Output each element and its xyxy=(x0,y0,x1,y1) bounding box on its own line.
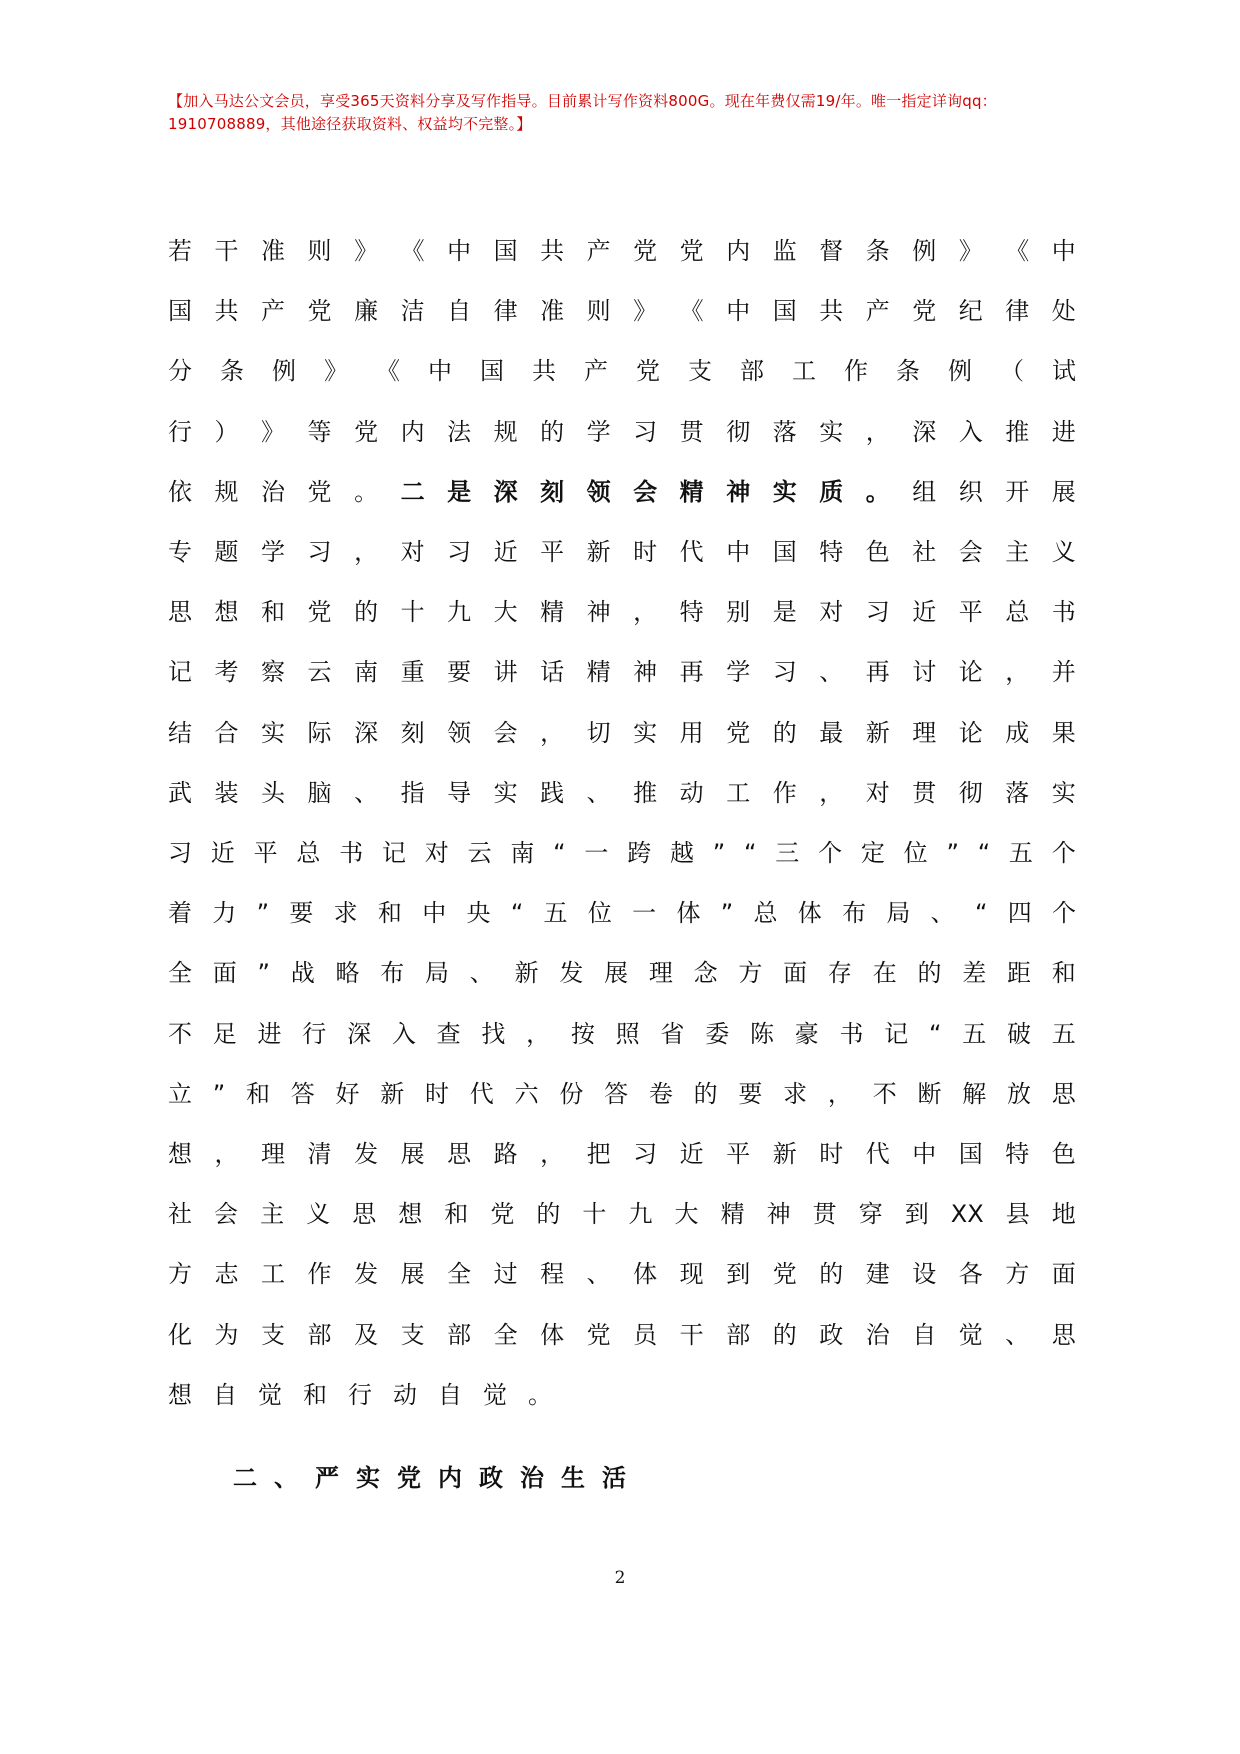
page-number: 2 xyxy=(614,1568,626,1588)
body-line: 化 为 支 部 及 支 部 全 体 党 员 干 部 的 政 治 自 觉 、 思 xyxy=(168,1320,1076,1349)
body-line: 着 力 ” 要 求 和 中 央 “ 五 位 一 体 ” 总 体 布 局 、 “ 四 个 xyxy=(168,899,1076,928)
section-heading: 二、严实党内政治生活 xyxy=(233,1464,643,1492)
body-line: 依 规 治 党 。 二 是 深 刻 领 会 精 神 实 质 。 组 织 开 展 xyxy=(168,477,1076,506)
body-line: 思 想 和 党 的 十 九 大 精 神 ， 特 别 是 对 习 近 平 总 书 xyxy=(168,598,1076,627)
body-line: 结 合 实 际 深 刻 领 会 ， 切 实 用 党 的 最 新 理 论 成 果 xyxy=(168,718,1076,747)
body-line: 分 条 例 》 《 中 国 共 产 党 支 部 工 作 条 例 （ 试 xyxy=(168,357,1076,386)
body-line: 想 自 觉 和 行 动 自 觉 。 xyxy=(168,1380,552,1409)
membership-promo-note: 【加入马达公文会员，享受365天资料分享及写作指导。目前累计写作资料800G。现在年费仅需19/年。唯一指定详询qq：1910708889，其他途径获取资料、权益均不完整。】 xyxy=(168,92,997,133)
body-line: 国 共 产 党 廉 洁 自 律 准 则 》 《 中 国 共 产 党 纪 律 处 xyxy=(168,297,1076,326)
body-line: 习 近 平 总 书 记 对 云 南 “ 一 跨 越 ” “ 三 个 定 位 ” “ 五 个 xyxy=(168,839,1076,867)
body-line: 武 装 头 脑 、 指 导 实 践 、 推 动 工 作 ， 对 贯 彻 落 实 xyxy=(168,778,1076,807)
body-line: 全 面 ” 战 略 布 局 、 新 发 展 理 念 方 面 存 在 的 差 距 和 xyxy=(168,959,1076,988)
body-line: 立 ” 和 答 好 新 时 代 六 份 答 卷 的 要 求 ， 不 断 解 放 思 xyxy=(168,1079,1076,1108)
body-line: 行 ） 》 等 党 内 法 规 的 学 习 贯 彻 落 实 ， 深 入 推 进 xyxy=(168,417,1076,446)
body-line: 社 会 主 义 思 想 和 党 的 十 九 大 精 神 贯 穿 到 XX 县 地 xyxy=(168,1200,1076,1229)
body-line: 若 干 准 则 》 《 中 国 共 产 党 党 内 监 督 条 例 》 《 中 xyxy=(168,237,1076,265)
body-line: 想 ， 理 清 发 展 思 路 ， 把 习 近 平 新 时 代 中 国 特 色 xyxy=(168,1140,1076,1168)
body-line: 记 考 察 云 南 重 要 讲 话 精 神 再 学 习 、 再 讨 论 ， 并 xyxy=(168,658,1076,687)
body-line: 不 足 进 行 深 入 查 找 ， 按 照 省 委 陈 豪 书 记 “ 五 破 五 xyxy=(168,1019,1076,1048)
body-line: 方 志 工 作 发 展 全 过 程 、 体 现 到 党 的 建 设 各 方 面 xyxy=(168,1260,1076,1289)
body-line: 专 题 学 习 ， 对 习 近 平 新 时 代 中 国 特 色 社 会 主 义 xyxy=(168,538,1076,566)
